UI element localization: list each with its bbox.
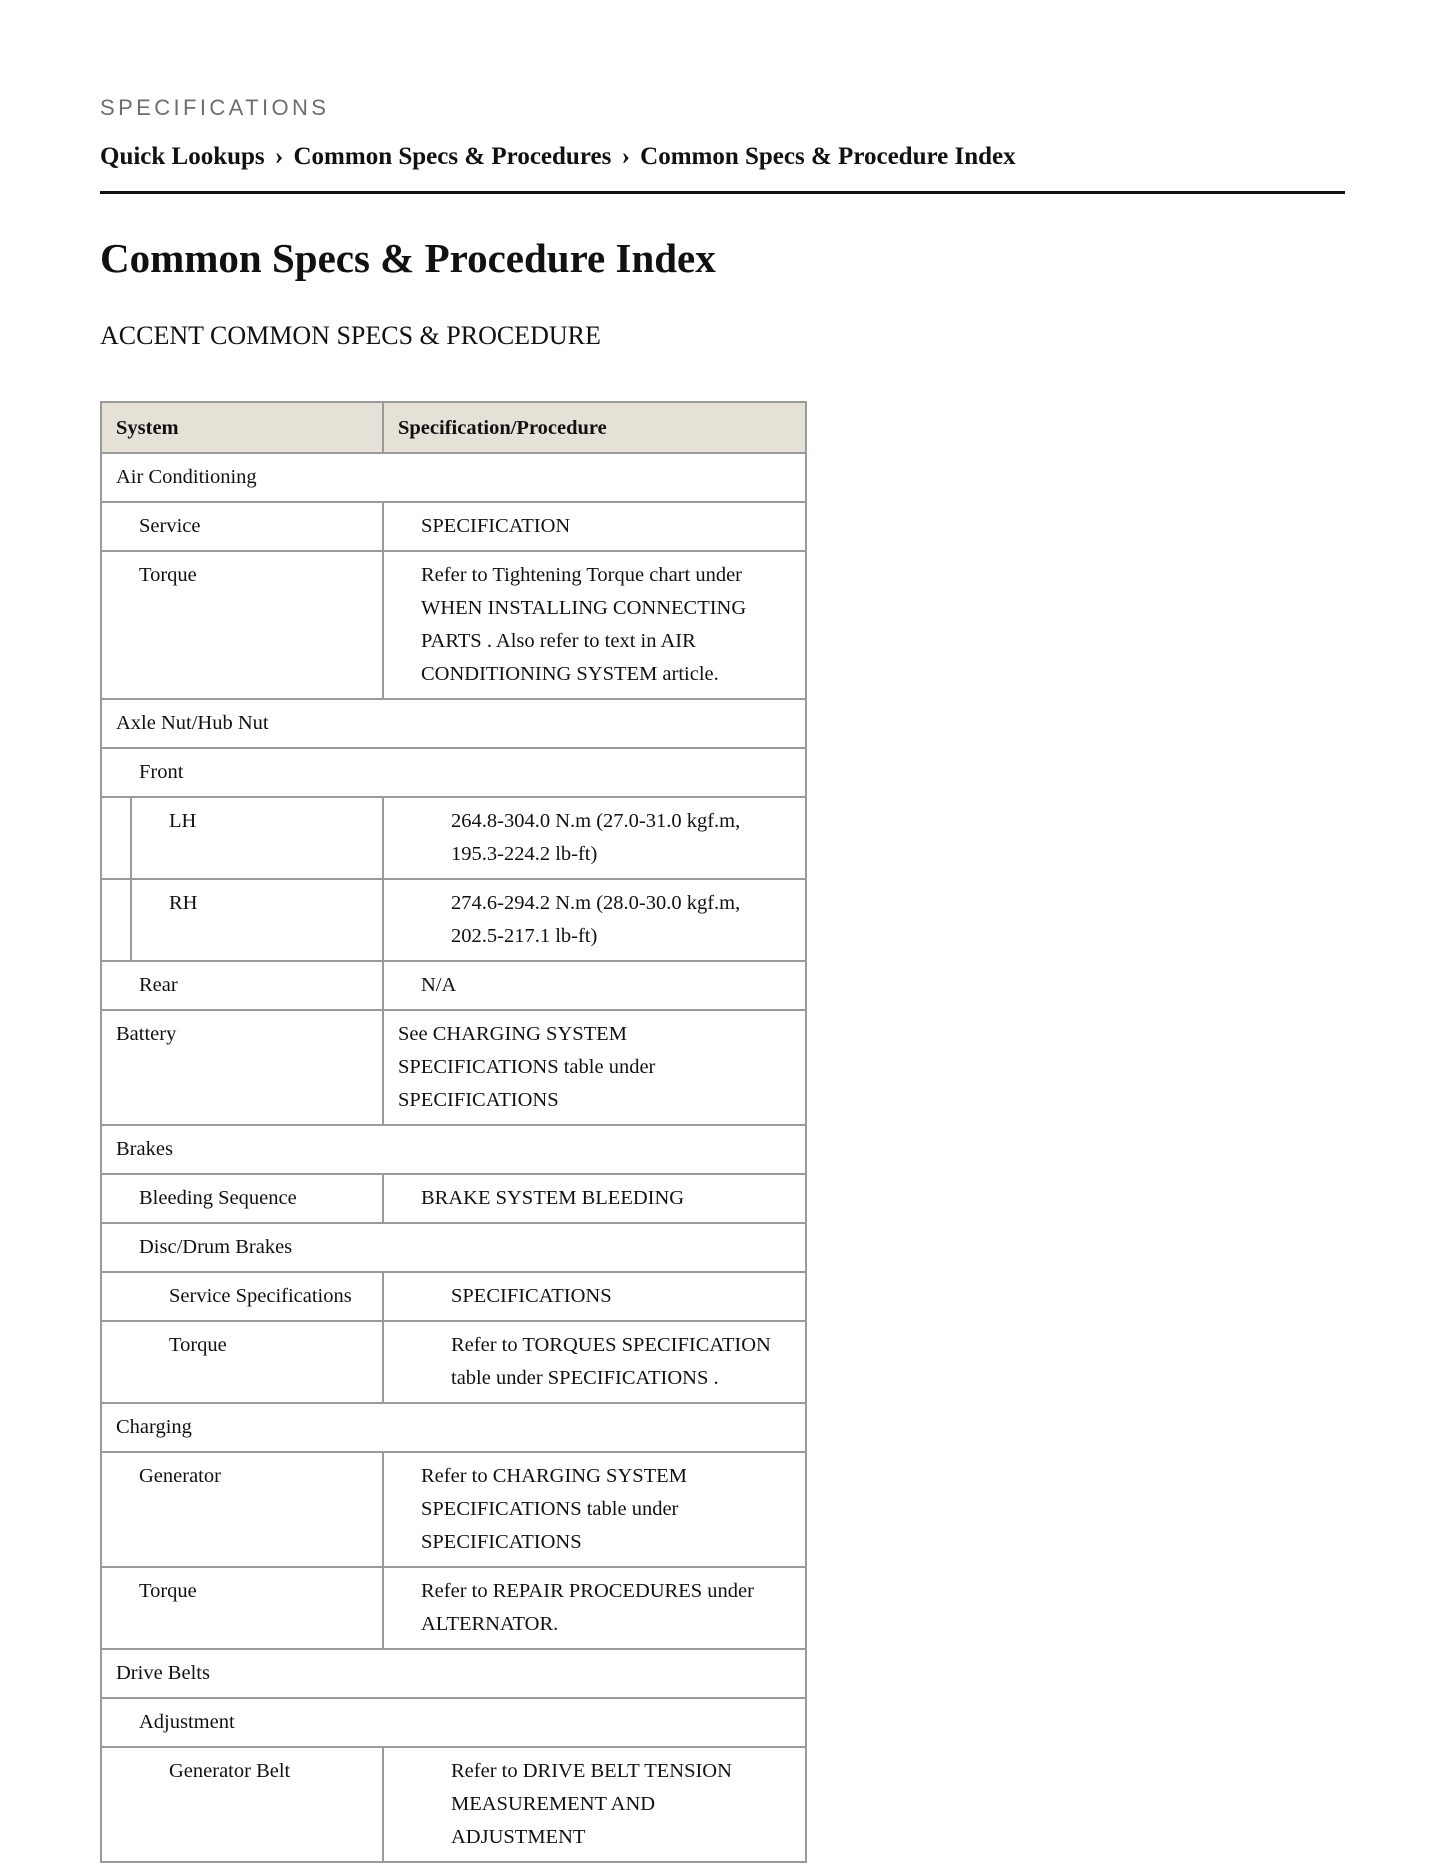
system-cell: Air Conditioning <box>101 453 806 502</box>
system-cell: Drive Belts <box>101 1649 806 1698</box>
system-cell: Generator <box>101 1452 383 1567</box>
system-cell: Generator Belt <box>101 1747 383 1862</box>
table-row <box>101 748 806 797</box>
table-row <box>101 1223 806 1272</box>
page-title: Common Specs & Procedure Index <box>100 235 716 281</box>
spec-cell: 274.6-294.2 N.m (28.0-30.0 kgf.m, 202.5-217.1 lb-ft) <box>383 879 806 961</box>
spec-cell: SPECIFICATION <box>383 502 806 551</box>
breadcrumb-item-common-specs[interactable]: Common Specs & Procedures <box>293 143 612 170</box>
spec-table <box>100 401 807 1863</box>
system-cell: Axle Nut/Hub Nut <box>101 699 806 748</box>
table-row <box>101 502 806 551</box>
table-row <box>101 699 806 748</box>
breadcrumb-item-current: Common Specs & Procedure Index <box>640 143 1016 170</box>
table-body <box>101 453 806 1862</box>
column-header-system: System <box>101 402 383 453</box>
breadcrumb-separator: › <box>274 143 284 170</box>
column-header-spec: Specification/Procedure <box>383 402 806 453</box>
spec-cell: Refer to Tightening Torque chart under WHEN INSTALLING CONNECTING PARTS . Also refer to text in AIR CONDITIONING SYSTEM article. <box>383 551 806 699</box>
breadcrumb-item-quick-lookups[interactable]: Quick Lookups <box>100 143 265 170</box>
table-row <box>101 1403 806 1452</box>
section-eyebrow: SPECIFICATIONS <box>100 95 330 120</box>
table-row <box>101 1321 806 1403</box>
table-row <box>101 1272 806 1321</box>
system-cell: Torque <box>101 1567 383 1649</box>
system-cell: Torque <box>101 1321 383 1403</box>
system-cell: Service Specifications <box>101 1272 383 1321</box>
table-row <box>101 1174 806 1223</box>
table-row <box>101 1698 806 1747</box>
system-cell: Brakes <box>101 1125 806 1174</box>
page-subtitle: ACCENT COMMON SPECS & PROCEDURE <box>100 321 601 350</box>
system-cell: LH <box>101 797 383 879</box>
table-row <box>101 1567 806 1649</box>
system-cell: Adjustment <box>101 1698 806 1747</box>
spec-cell: Refer to TORQUES SPECIFICATION table under SPECIFICATIONS . <box>383 1321 806 1403</box>
table-row <box>101 1649 806 1698</box>
table-row <box>101 1452 806 1567</box>
table-row <box>101 1010 806 1125</box>
system-cell: Disc/Drum Brakes <box>101 1223 806 1272</box>
table-header-row <box>101 402 806 453</box>
system-cell: Charging <box>101 1403 806 1452</box>
table-row <box>101 1125 806 1174</box>
table-row <box>101 551 806 699</box>
system-cell: Service <box>101 502 383 551</box>
system-cell: RH <box>101 879 383 961</box>
breadcrumb <box>100 142 1345 194</box>
spec-cell: BRAKE SYSTEM BLEEDING <box>383 1174 806 1223</box>
spec-cell: Refer to REPAIR PROCEDURES under ALTERNATOR. <box>383 1567 806 1649</box>
spec-cell: See CHARGING SYSTEM SPECIFICATIONS table under SPECIFICATIONS <box>383 1010 806 1125</box>
spec-cell: 264.8-304.0 N.m (27.0-31.0 kgf.m, 195.3-224.2 lb-ft) <box>383 797 806 879</box>
spec-cell: N/A <box>383 961 806 1010</box>
table-row <box>101 797 806 879</box>
breadcrumb-separator: › <box>621 143 630 170</box>
system-cell: Front <box>101 748 806 797</box>
system-cell: Torque <box>101 551 383 699</box>
spec-cell: SPECIFICATIONS <box>383 1272 806 1321</box>
table-row <box>101 1747 806 1862</box>
spec-cell: Refer to CHARGING SYSTEM SPECIFICATIONS table under SPECIFICATIONS <box>383 1452 806 1567</box>
table-row <box>101 961 806 1010</box>
system-cell: Bleeding Sequence <box>101 1174 383 1223</box>
table-row <box>101 453 806 502</box>
table-row <box>101 879 806 961</box>
spec-cell: Refer to DRIVE BELT TENSION MEASUREMENT AND ADJUSTMENT <box>383 1747 806 1862</box>
system-cell: Battery <box>101 1010 383 1125</box>
system-cell: Rear <box>101 961 383 1010</box>
